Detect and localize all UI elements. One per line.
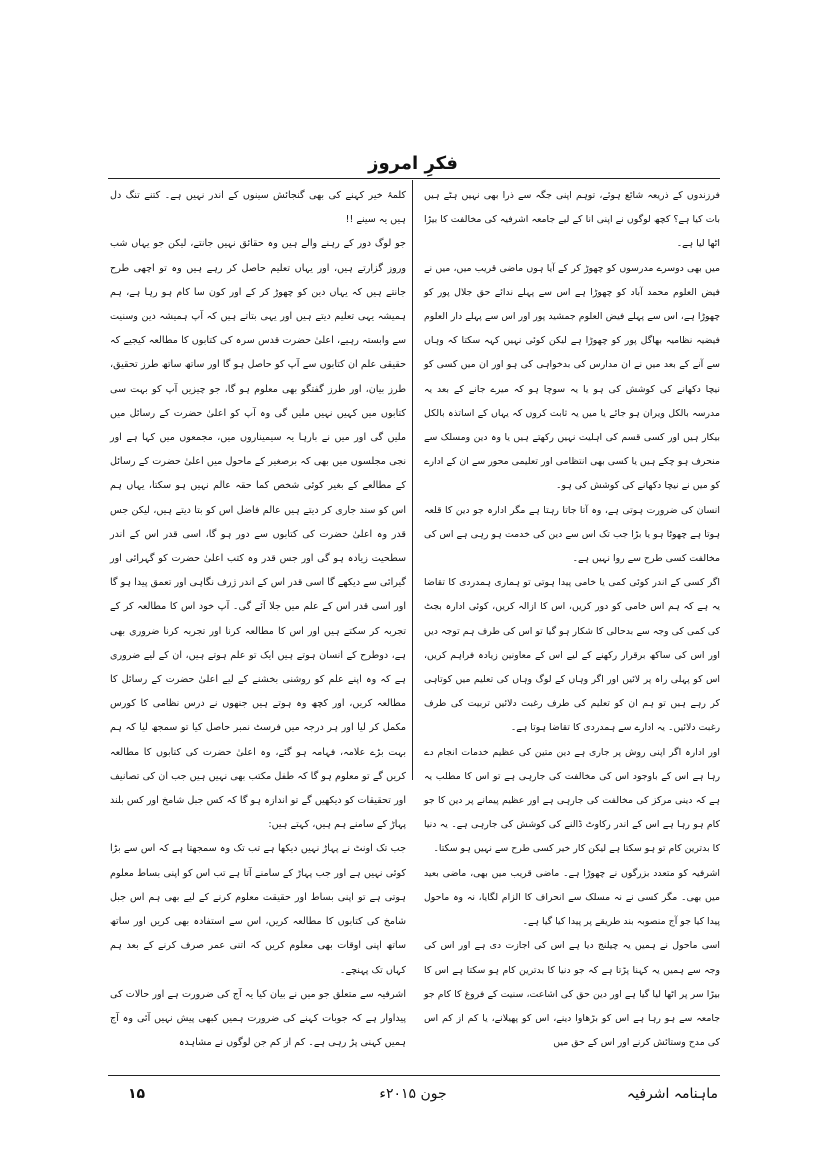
article-column-left xyxy=(110,184,406,1055)
footer-rule xyxy=(108,1075,720,1076)
article-column-right xyxy=(424,184,720,1055)
paragraph: اسی ماحول نے ہمیں یہ چیلنج دیا ہے اس کی اجازت دی ہے اور اس کی وجہ سے ہمیں یہ کہنا پڑتا ہے کہ جو دنیا کا بدترین کام ہو سکتا ہے اس کا بیڑا سر پر اٹھا لیا گیا ہے اور دین حق کی اشاعت، سنیت کے فروغ کا کام جو جامعہ سے ہو رہا ہے اس کو بڑھاوا دینے، اس کو پھیلانے، یا کم از کم اس کی مدح وستائش کرنے اور اس کے حق میں xyxy=(424,940,720,1049)
paragraph: اگر کسی کے اندر کوئی کمی یا خامی پیدا ہوتی تو ہماری ہمدردی کا تقاضا یہ ہے کہ ہم اس خامی کو دور کریں، اس کا ازالہ کریں، کوئی ادارہ بجٹ کی کمی کی وجہ سے بدحالی کا شکار ہو گیا تو اس کی طرف ہم توجہ دیں اور اس کی ساکھ برقرار رکھنے کے لیے اس کے معاونین زیادہ فراہم کریں، اس کو پہلی راہ پر لائیں اور اگر وہاں کے لوگ وہاں کی تعلیم میں کوتاہی کر رہے ہیں تو ہم ان کو تعلیم کی طرف رغبت دلائیں تربیت کی طرف رغبت دلائیں۔ یہ ادارے سے ہمدردی کا تقاضا ہوتا ہے۔ xyxy=(424,577,720,734)
column-divider xyxy=(412,180,413,780)
paragraph: کلمۂ خیر کہنے کی بھی گنجائش سینوں کے اندر نہیں ہے۔ کتنے تنگ دل ہیں یہ سینے !! xyxy=(110,190,406,226)
paragraph: اور ادارہ اگر اپنی روش پر جاری ہے دین متین کی عظیم خدمات انجام دے رہا ہے اس کے باوجود اس کی مخالفت کی جارہی ہے تو اس کا مطلب یہ ہے کہ دینی مرکز کی مخالفت کی جارہی ہے اور عظیم پیمانے پر دین کا جو کام ہو رہا ہے اس کے اندر رکاوٹ ڈالنے کی کوشش کی جارہی ہے۔ یہ دنیا کا بدترین کام تو ہو سکتا ہے لیکن کار خیر کسی طرح سے نہیں ہو سکتا۔ xyxy=(424,746,720,855)
paragraph: اشرفیہ کو متعدد بزرگوں نے چھوڑا ہے۔ ماضی قریب میں بھی، ماضی بعید میں بھی۔ مگر کسی نے نہ مسلک سے انحراف کا الزام لگایا، نہ وہ ماحول پیدا کیا جو آج منصوبہ بند طریقے پر پیدا کیا گیا ہے۔ xyxy=(424,867,720,928)
paragraph: جو لوگ دور کے رہنے والے ہیں وہ حقائق نہیں جانتے، لیکن جو یہاں شب وروز گزارتے ہیں، اور یہاں تعلیم حاصل کر رہے ہیں وہ تو اچھی طرح جانتے ہیں کہ یہاں دین کو چھوڑ کر کے اور کون سا کام ہو رہا ہے، ہم ہمیشہ یہی تعلیم دیتے ہیں اور یہی بتاتے ہیں کہ آپ ہمیشہ دین وسنیت سے وابستہ رہیے، اعلیٰ حضرت قدس سرہ کی کتابوں کا مطالعہ کیجیے کہ حقیقی علم ان کتابوں سے آپ کو حاصل ہو گا اور ساتھ ساتھ طرز تحقیق، طرز بیان، اور طرز گفتگو بھی معلوم ہو گا، جو چیزیں آپ کو بہت سی کتابوں میں کہیں نہیں ملیں گی وہ آپ کو اعلیٰ حضرت کے رسائل میں ملیں گی اور میں نے بارہا یہ سیمیناروں میں، مجمعوں میں کہا ہے اور نجی مجلسوں میں بھی کہ برصغیر کے ماحول میں اعلیٰ حضرت کے رسائل کے مطالعے کے بغیر کوئی شخص کما حقہ عالم نہیں ہو سکتا، یہاں ہم اس کو سند جاری کر دیتے ہیں عالم فاضل اس کو بتا دیتے ہیں، لیکن جس قدر وہ اعلیٰ حضرت کی کتابوں سے دور ہو گا، اسی قدر اس کے اندر سطحیت زیادہ ہو گی اور جس قدر وہ کتب اعلیٰ حضرت کو گہرائی اور گیرائی سے دیکھے گا اسی قدر اس کے اندر ژرف نگاہی اور تعمق پیدا ہو گا اور اسی قدر اس کے علم میں جلا آئے گی۔ آپ خود اس کا مطالعہ کر کے تجربہ کر سکتے ہیں اور اس کا مطالعہ کرنا اور تجربہ کرنا ضروری بھی ہے، دوطرح کے انسان ہوتے ہیں ایک تو علم ہوتے ہیں، ان کے لیے ضروری ہے کہ وہ اپنے علم کو روشنی بخشنے کے لیے اعلیٰ حضرت کے رسائل کا مطالعہ کریں، اور کچھ وہ ہوتے ہیں جنھوں نے درس نظامی کا کورس مکمل کر لیا اور ہر درجہ میں فرسٹ نمبر حاصل کیا تو سمجھ لیا کہ ہم بہت بڑے علامہ، فہامہ ہو گئے، وہ اعلیٰ حضرت کی کتابوں کا مطالعہ کریں گے تو معلوم ہو گا کہ طفل مکتب بھی نہیں ہیں جب ان کی تصانیف اور تحقیقات کو دیکھیں گے تو اندازہ ہو گا کہ کس جبل شامخ اور کس بلند پہاڑ کے سامنے ہم ہیں، کہتے ہیں: xyxy=(110,238,406,831)
paragraph: فرزندوں کے ذریعہ شائع ہوئے، توہم اپنی جگہ سے ذرا بھی نہیں ہٹے ہیں بات کیا ہے؟ کچھ لوگوں نے اپنی انا کے لیے جامعہ اشرفیہ کی مخالفت کا بیڑا اٹھا لیا ہے۔ xyxy=(424,190,720,250)
page-title: فکرِ امروز xyxy=(368,153,458,174)
paragraph: اشرفیہ سے متعلق جو میں نے بیان کیا یہ آج کی ضرورت ہے اور حالات کی پیداوار ہے کہ جوبات کہنے کی ضرورت ہمیں کبھی پیش نہیں آئی وہ آج ہمیں کہنی پڑ رہی ہے۔ کم از کم جن لوگوں نے مشاہدہ xyxy=(110,988,406,1049)
magazine-name: ماہنامہ اشرفیہ xyxy=(626,1086,718,1102)
issue-date: جون ۲۰۱۵ء xyxy=(379,1086,447,1102)
paragraph: جب تک اونٹ نے پہاڑ نہیں دیکھا ہے تب تک وہ سمجھتا ہے کہ اس سے بڑا کوئی نہیں ہے اور جب پہاڑ کے سامنے آتا ہے تب اس کو اپنی بساط معلوم ہوتی ہے تو اپنی بساط اور حقیقت معلوم کرنے کے لیے بھی ہم اس جبل شامخ کی کتابوں کا مطالعہ کریں، اس سے استفادہ بھی کریں اور ساتھ ساتھ اپنی اوقات بھی معلوم کریں کہ اتنی عمر صرف کرنے کے بعد ہم کہاں تک پہنچے۔ xyxy=(110,843,406,976)
paragraph: انسان کی ضرورت ہوتی ہے، وہ آتا جاتا رہتا ہے مگر ادارہ جو دین کا قلعہ ہوتا ہے چھوٹا ہو یا بڑا جب تک اس سے دین کی خدمت ہو رہی ہے اس کی مخالفت کسی طرح سے روا نہیں ہے۔ xyxy=(424,504,720,565)
page-number: ۱۵ xyxy=(128,1086,146,1102)
paragraph: میں بھی دوسرے مدرسوں کو چھوڑ کر کے آیا ہوں ماضی قریب میں، میں نے فیض العلوم محمد آباد کو چھوڑا ہے اس سے پہلے ندائے حق جلال پور کو چھوڑا ہے، اس سے پہلے فیض العلوم جمشید پور اور اس سے پہلے دار العلوم فیضیہ نظامیہ بھاگل پور کو چھوڑا ہے لیکن کوئی نہیں کہہ سکتا کہ وہاں سے آنے کے بعد میں نے ان مدارس کی بدخواہی کی ہو اور ان میں کسی کو نیچا دکھانے کی کوشش کی ہو یا یہ سوچا ہو کہ میرے جانے کے بعد یہ مدرسہ بالکل ویران ہو جائے یا میں یہ ثابت کروں کہ یہاں کے اساتذہ بالکل بیکار ہیں اور کسی قسم کی اہلیت نہیں رکھتے ہیں یا وہ دین ومسلک سے منحرف ہو چکے ہیں یا کسی بھی انتظامی اور تعلیمی محور سے ان کے ادارے کو میں نے نیچا دکھانے کی کوشش کی ہو۔ xyxy=(424,262,720,492)
header-rule xyxy=(108,178,720,179)
